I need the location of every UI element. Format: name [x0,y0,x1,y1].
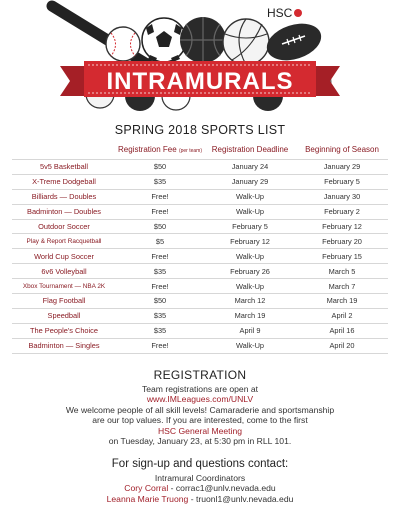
table-row [12,174,388,189]
fee-cell: Free! [116,338,204,353]
sports-illustration [0,0,400,112]
season-cell: March 7 [296,279,388,294]
table-row [12,249,388,264]
deadline-cell: March 12 [204,294,296,309]
table-row [12,323,388,338]
contact-email[interactable]: - truonl1@unlv.nevada.edu [188,493,294,504]
page-title: SPRING 2018 SPORTS LIST [114,123,286,137]
contact-heading: For sign-up and questions contact: [111,458,289,470]
fee-cell: $5 [116,234,204,249]
season-cell: February 12 [296,219,388,234]
sport-cell: 5v5 Basketball [12,160,116,175]
fee-cell: $50 [116,160,204,175]
deadline-cell: Walk-Up [204,189,296,204]
deadline-cell: Walk-Up [204,338,296,353]
sport-cell: World Cup Soccer [12,249,116,264]
volleyball-icon [223,19,269,65]
sport-cell: Play & Report Racquetball [12,234,116,249]
deadline-cell: Walk-Up [204,249,296,264]
sport-cell: Xbox Tournament — NBA 2K [12,279,116,294]
season-cell: February 15 [296,249,388,264]
season-cell: January 29 [296,160,388,175]
season-cell: April 2 [296,308,388,323]
season-cell: February 20 [296,234,388,249]
season-cell: April 20 [296,338,388,353]
soccer-ball-icon [142,18,186,62]
deadline-cell: January 29 [204,174,296,189]
deadline-cell: April 9 [204,323,296,338]
header-graphic [0,0,400,112]
baseball-icon [106,27,140,61]
table-row [12,308,388,323]
col-header-season: Beginning of Season [305,145,379,154]
fee-header-note: (per team) [178,148,202,154]
sport-cell: X-Treme Dodgeball [12,174,116,189]
season-cell: January 30 [296,189,388,204]
fee-cell: Free! [116,249,204,264]
table-row [12,264,388,279]
fee-cell: $35 [116,323,204,338]
registration-line: We welcome people of all skill levels! Camaraderie and sportsmanship [65,404,335,415]
contact-role: Intramural Coordinators [154,473,246,483]
fee-cell: $35 [116,174,204,189]
table-row [12,189,388,204]
deadline-cell: Walk-Up [204,204,296,219]
sports-table [12,145,388,354]
contact-person [0,483,400,493]
fee-cell: $50 [116,219,204,234]
season-cell: April 16 [296,323,388,338]
table-row [12,279,388,294]
fee-cell: $35 [116,308,204,323]
sport-cell: Badminton — Singles [12,338,116,353]
registration-link[interactable]: www.IMLeagues.com/UNLV [146,394,254,405]
football-icon [262,17,326,67]
basketball-icon [180,17,226,63]
deadline-cell: March 19 [204,308,296,323]
hsc-logo [267,6,302,20]
fee-cell: $50 [116,294,204,309]
table-row [12,294,388,309]
fee-header-label: Registration Fee [118,145,177,154]
season-cell: February 5 [296,174,388,189]
logo-mark-icon [294,9,302,17]
table-header-row [12,145,388,160]
contact-section [0,458,400,504]
table-row [12,160,388,175]
table-row [12,219,388,234]
contact-person [0,494,400,504]
registration-section [0,368,400,446]
sport-cell: Speedball [12,308,116,323]
deadline-cell: February 5 [204,219,296,234]
table-row [12,204,388,219]
deadline-cell: January 24 [204,160,296,175]
sport-cell: Flag Football [12,294,116,309]
registration-line: Team registrations are open at [141,384,259,394]
fee-cell: $35 [116,264,204,279]
season-cell: March 19 [296,294,388,309]
registration-heading: REGISTRATION [153,368,247,382]
sport-cell: Billiards — Doubles [12,189,116,204]
deadline-cell: Walk-Up [204,279,296,294]
contact-email[interactable]: - corrac1@unlv.nevada.edu [168,483,276,494]
sport-cell: Outdoor Soccer [12,219,116,234]
deadline-cell: February 26 [204,264,296,279]
sport-cell: 6v6 Volleyball [12,264,116,279]
col-header-deadline: Registration Deadline [211,145,289,154]
org-name: HSC [267,6,293,20]
banner-title: INTRAMURALS [106,68,294,95]
contact-name: Cory Corral [124,483,169,494]
meeting-name: HSC General Meeting [157,425,243,436]
fee-cell: Free! [116,189,204,204]
deadline-cell: February 12 [204,234,296,249]
fee-cell: Free! [116,204,204,219]
registration-line: are our top values. If you are interested, come to the first [92,415,308,426]
contact-name: Leanna Marie Truong [106,493,189,504]
registration-line: on Tuesday, January 23, at 5:30 pm in RLL 101. [108,436,292,447]
table-row [12,338,388,353]
col-header-fee [116,145,204,160]
season-cell: March 5 [296,264,388,279]
season-cell: February 2 [296,204,388,219]
table-row [12,234,388,249]
sport-cell: The People's Choice [12,323,116,338]
col-header-sport [12,145,116,160]
fee-cell: Free! [116,279,204,294]
sport-cell: Badminton — Doubles [12,204,116,219]
